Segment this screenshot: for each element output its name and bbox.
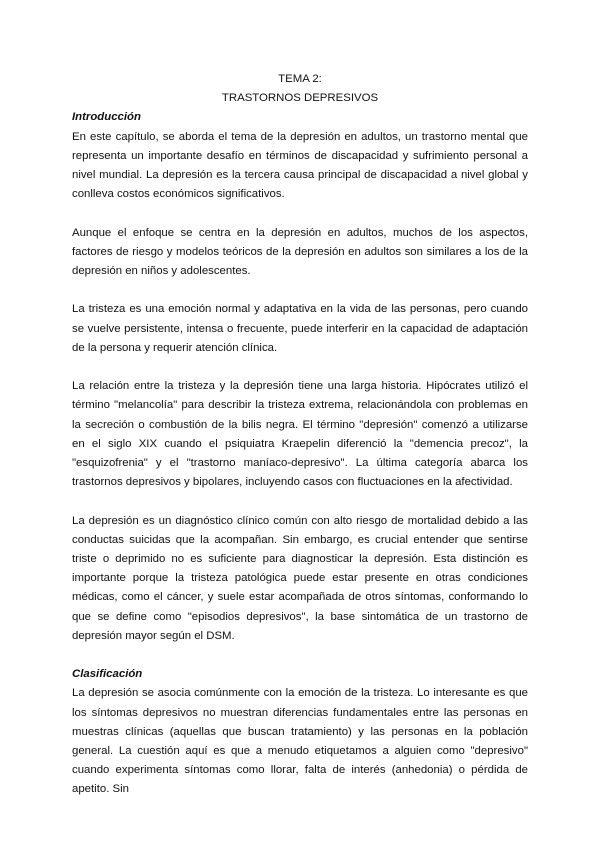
paragraph: En este capítulo, se aborda el tema de la depresión en adultos, un trastorno mental que representa un importante desafío en términos de discapacidad y sufrimiento personal a nivel mundial. La depresión es la tercera causa principal de discapacidad a nivel global y conlleva costos económicos significativos. (72, 130, 528, 201)
paragraph: Aunque el enfoque se centra en la depresión en adultos, muchos de los aspectos, factores de riesgo y modelos teóricos de la depresión en adultos son similares a los de la depresión en niños y adolescentes. (72, 226, 528, 278)
document-body (72, 70, 528, 800)
section-heading-introduccion: Introducción (72, 111, 141, 124)
paragraph: La tristeza es una emoción normal y adaptativa en la vida de las personas, pero cuando se vuelve persistente, intensa o frecuente, puede interferir en la capacidad de adaptación de la persona y requerir atención clínica. (72, 303, 528, 354)
section-heading-clasificacion: Clasificación (72, 668, 143, 681)
tema-label: TEMA 2: (278, 73, 322, 85)
document-title: TRASTORNOS DEPRESIVOS (221, 92, 379, 105)
paragraph: La depresión se asocia comúnmente con la emoción de la tristeza. Lo interesante es que los síntomas depresivos no muestran diferencias fundamentales entre las personas en muestras clínicas (aquellas que buscan tratamiento) y las personas en la población general. La cuestión aquí es que a menudo etiquetamos a alguien como "depresivo" cuando experimenta síntomas como llorar, falta de interés (anhedonia) o pérdida de apetito. Sin (72, 687, 528, 796)
paragraph: La depresión es un diagnóstico clínico común con alto riesgo de mortalidad debido a las conductas suicidas que la acompañan. Sin embargo, es crucial entender que sentirse triste o deprimido no es suficiente para diagnosticar la depresión. Esta distinción es importante porque la tristeza patológica puede estar presente en otras condiciones médicas, como el cáncer, y suele estar acompañada de otros síntomas, conformando lo que se define como "episodios depresivos", la base sintomática de un trastorno de depresión mayor según el DSM. (72, 514, 528, 642)
paragraph: La relación entre la tristeza y la depresión tiene una larga historia. Hipócrates utilizó el término "melancolía" para describir la tristeza extrema, relacionándola con problemas en la secreción o combustión de la bilis negra. El término "depresión" comenzó a utilizarse en el siglo XIX cuando el psiquiatra Kraepelin diferenció la "demencia precoz", la "esquizofrenia" y el "trastorno maníaco-depresivo". La última categoría abarca los trastornos depresivos y bipolares, incluyendo casos con fluctuaciones en la afectividad. (72, 380, 528, 489)
